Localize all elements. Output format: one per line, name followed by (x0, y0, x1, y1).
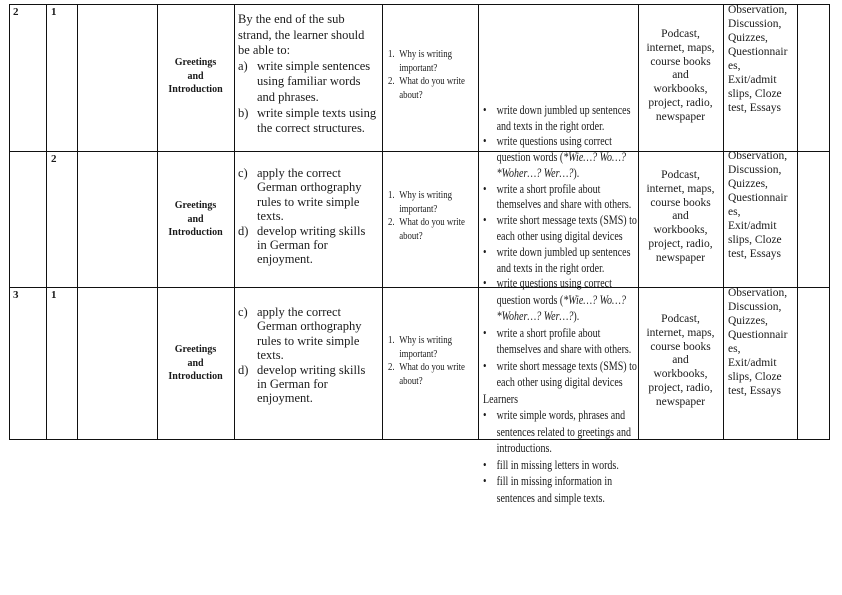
experience-line (497, 245, 637, 261)
assessment-line: Observation, (728, 287, 788, 299)
experience-line (497, 374, 637, 391)
question-item (388, 189, 465, 216)
strand-cell (157, 343, 234, 384)
bullet-icon: • (483, 134, 487, 148)
question-text (399, 48, 452, 75)
resource-line: workbooks, (653, 224, 708, 237)
assessment-line: slips, Cloze (728, 371, 782, 383)
resource-line: internet, maps, (646, 182, 715, 195)
resource-line: newspaper (655, 110, 706, 123)
experience-text: fill in missing letters in words. (496, 457, 619, 472)
question-line: important? (399, 61, 438, 74)
experience-text: and texts in the right order. (496, 260, 605, 275)
experience-item (483, 150, 637, 182)
experience-text: ). (573, 165, 580, 180)
assessment-line: Discussion, (728, 301, 782, 313)
question-number: 1. (388, 48, 395, 60)
question-text (399, 75, 465, 102)
experience-text: Learners (483, 391, 518, 406)
outcome-line: the correct structures. (257, 121, 365, 136)
experience-line (483, 391, 637, 408)
outcome-item (238, 59, 376, 106)
experience-line (497, 424, 637, 441)
experience-line (497, 103, 631, 119)
question-line: about? (399, 374, 423, 387)
outcome-line: in German for (257, 238, 328, 253)
strand-cell (157, 199, 234, 240)
outcome-item (238, 305, 365, 363)
lesson-number: 2 (51, 153, 57, 165)
experience-item (483, 358, 637, 391)
assessment-line: Quizzes, (728, 32, 768, 44)
assessment-line: test, Essays (728, 385, 782, 397)
row-divider (9, 151, 829, 152)
experience-line (497, 134, 631, 150)
bullet-icon: • (483, 181, 487, 196)
resource-line: project, radio, (648, 96, 713, 109)
learning-experiences-segment (483, 150, 637, 276)
outcome-line: develop writing skills (257, 223, 366, 238)
experience-item (483, 275, 637, 292)
italic-question-words: *Woher…? Wer…? (496, 165, 574, 180)
outcome-item (238, 224, 365, 267)
experience-line (497, 150, 637, 166)
experience-text: question words ( (496, 150, 564, 164)
assessment-line: es, (728, 206, 741, 218)
bullet-icon: • (483, 103, 487, 117)
outcome-marker: b) (238, 105, 249, 120)
column-divider (9, 4, 10, 440)
outcome-text (257, 363, 365, 406)
question-line: Why is writing (399, 189, 452, 201)
outcome-marker: a) (238, 58, 248, 73)
strand-text: Introduction (168, 371, 223, 382)
bullet-icon: • (483, 213, 487, 228)
experience-line (497, 182, 637, 198)
experience-text: write down jumbled up sentences (496, 244, 631, 259)
outcome-item (238, 106, 376, 137)
outcome-line: texts. (257, 209, 284, 224)
question-item (388, 334, 465, 361)
learning-outcomes-cell (238, 166, 365, 267)
outcome-line: German orthography (257, 180, 362, 195)
resource-line: workbooks, (653, 83, 708, 96)
outcome-line: strand, the learner should (238, 27, 365, 42)
experience-line (497, 473, 637, 490)
week-number: 3 (13, 289, 19, 301)
outcome-line: apply the correct (257, 305, 341, 319)
outcome-text (257, 106, 376, 137)
strand-text: and (187, 70, 204, 82)
assessment-line: Quizzes, (728, 178, 768, 190)
outcome-line: rules to write simple (257, 194, 360, 209)
experience-item (483, 134, 630, 150)
assessment-cell (728, 3, 787, 115)
assessment-line: Discussion, (728, 164, 782, 176)
resource-line: Podcast, (661, 313, 700, 325)
experience-line (497, 308, 637, 325)
outcome-text (257, 166, 361, 224)
resource-line: and (672, 210, 689, 223)
experience-line (497, 275, 637, 292)
outcome-line: rules to write simple (257, 333, 360, 348)
learning-outcomes-cell (238, 305, 365, 406)
strand-cell (157, 56, 234, 97)
inquiry-questions-cell (388, 48, 465, 102)
experience-item (483, 473, 637, 506)
outcome-item (238, 166, 365, 224)
experience-text: write simple words, phrases and (496, 408, 626, 422)
question-number: 2. (388, 75, 395, 87)
question-line: Why is writing (399, 48, 452, 60)
strand-text: Introduction (168, 227, 223, 238)
experience-line (497, 325, 637, 342)
assessment-line: Exit/admit (728, 357, 777, 369)
experience-line (497, 341, 637, 358)
column-divider (234, 4, 235, 440)
resources-cell (638, 169, 723, 266)
experience-line (497, 261, 637, 277)
question-number: 2. (388, 361, 395, 373)
assessment-line: Observation, (728, 4, 788, 16)
outcome-line: texts. (257, 348, 284, 363)
assessment-line: test, Essays (728, 248, 782, 260)
resource-line: Podcast, (661, 28, 700, 40)
strand-text: Greetings (174, 200, 217, 211)
experience-text: each other using digital devices (496, 228, 623, 243)
row-divider (9, 439, 829, 440)
column-divider (797, 4, 798, 440)
question-text (399, 216, 465, 243)
resource-line: project, radio, (648, 381, 713, 394)
column-divider (723, 4, 724, 440)
outcome-item (238, 363, 365, 406)
experience-line (497, 457, 637, 474)
experience-item (483, 325, 637, 358)
experience-item (483, 182, 637, 214)
question-line: important? (399, 202, 438, 215)
assessment-line: es, (728, 343, 741, 355)
experience-line (497, 358, 637, 375)
resource-line: Podcast, (661, 169, 700, 181)
assessment-line: Questionnair (728, 46, 788, 58)
experience-item (483, 103, 630, 134)
italic-question-words: *Woher…? Wer…? (496, 309, 574, 323)
bullet-icon: • (483, 244, 487, 259)
assessment-line: Exit/admit (728, 220, 777, 232)
question-line: What do you write (399, 216, 465, 228)
inquiry-questions-cell (388, 189, 465, 243)
assessment-line: Observation, (728, 150, 788, 162)
experience-line (497, 440, 637, 457)
bullet-icon: • (483, 457, 487, 472)
experience-item (483, 407, 637, 457)
outcome-line: develop writing skills (257, 362, 366, 377)
assessment-line: Exit/admit (728, 74, 777, 86)
lesson-number: 1 (51, 6, 57, 18)
column-divider (77, 4, 78, 440)
italic-question-words: *Wie…? Wo…? (563, 292, 626, 307)
experience-line (497, 229, 637, 245)
week-number: 2 (13, 6, 19, 18)
resource-line: course books (650, 55, 711, 68)
outcome-item (238, 12, 376, 59)
strand-text: and (187, 213, 204, 225)
question-number: 1. (388, 334, 395, 346)
experience-item (483, 213, 637, 245)
experience-item (483, 457, 637, 474)
question-number: 1. (388, 189, 395, 201)
question-line: What do you write (399, 75, 465, 87)
assessment-line: slips, Cloze (728, 88, 782, 100)
resource-line: course books (650, 196, 711, 209)
resource-line: internet, maps, (646, 326, 715, 339)
outcome-line: enjoyment. (257, 391, 313, 406)
learning-experiences-segment (483, 103, 630, 150)
resource-line: newspaper (655, 395, 706, 408)
bullet-icon: • (483, 358, 487, 373)
learning-outcomes-cell (238, 12, 376, 137)
question-text (399, 361, 465, 388)
experience-line (497, 119, 631, 135)
experience-text: themselves and share with others. (496, 342, 632, 356)
resource-line: newspaper (655, 251, 706, 264)
strand-text: Greetings (174, 344, 217, 355)
experience-text: fill in missing information in (496, 474, 613, 488)
outcome-marker: d) (238, 362, 249, 377)
assessment-line: Quizzes, (728, 315, 768, 327)
experience-text: introductions. (496, 441, 552, 455)
italic-question-words: *Wie…? Wo…? (563, 150, 626, 164)
bullet-icon: • (483, 276, 487, 290)
experience-text: themselves and share with others. (496, 197, 632, 212)
strand-text: Greetings (174, 57, 217, 68)
experience-item (483, 245, 637, 277)
experience-item (483, 292, 637, 325)
experience-text: ). (573, 309, 580, 323)
experience-line (497, 490, 637, 507)
resource-line: and (672, 354, 689, 367)
assessment-line: Discussion, (728, 18, 782, 30)
experience-text: write short message texts (SMS) to (496, 213, 637, 228)
experience-text: each other using digital devices (496, 375, 623, 389)
assessment-line: slips, Cloze (728, 234, 782, 246)
resource-line: project, radio, (648, 237, 713, 250)
outcome-line: be able to: (238, 43, 291, 58)
outcome-line: using familiar words (257, 74, 361, 89)
assessment-cell (728, 149, 787, 261)
experience-text: write down jumbled up sentences (496, 103, 631, 117)
assessment-cell (728, 286, 787, 398)
resource-line: internet, maps, (646, 41, 715, 54)
question-line: What do you write (399, 361, 465, 373)
strand-text: and (187, 357, 204, 369)
learning-experiences-segment (483, 275, 637, 506)
experience-text: and texts in the right order. (496, 118, 605, 133)
question-line: about? (399, 88, 423, 101)
experience-line (497, 292, 637, 309)
resource-line: workbooks, (653, 368, 708, 381)
row-divider (9, 4, 829, 5)
question-item (388, 216, 465, 243)
experience-line (497, 213, 637, 229)
experience-text: write short message texts (SMS) to (496, 358, 637, 373)
experience-text: question words ( (496, 292, 564, 307)
outcome-line: write simple sentences (257, 58, 371, 73)
assessment-line: es, (728, 60, 741, 72)
experience-text: sentences and simple texts. (496, 490, 605, 505)
bullet-icon: • (483, 474, 487, 488)
inquiry-questions-cell (388, 334, 465, 388)
question-line: important? (399, 347, 438, 360)
outcome-marker: c) (238, 166, 248, 180)
lesson-number: 1 (51, 289, 57, 301)
experience-text: write a short profile about (496, 181, 601, 196)
experience-text: sentences related to greetings and (496, 424, 631, 439)
outcome-text (257, 305, 361, 363)
resources-cell (638, 313, 723, 410)
outcome-text (238, 12, 364, 59)
bullet-icon: • (483, 325, 487, 340)
outcome-line: and phrases. (257, 89, 319, 104)
outcome-line: enjoyment. (257, 252, 313, 267)
resource-line: and (672, 69, 689, 82)
resources-cell (638, 28, 723, 125)
question-item (388, 75, 465, 102)
assessment-line: Questionnair (728, 329, 788, 341)
question-text (399, 334, 452, 361)
experience-item (483, 391, 637, 408)
outcome-line: By the end of the sub (238, 12, 345, 26)
experience-text: write questions using correct (496, 134, 612, 148)
outcome-marker: d) (238, 223, 249, 238)
outcome-marker: c) (238, 305, 248, 319)
assessment-line: Questionnair (728, 192, 788, 204)
outcome-line: apply the correct (257, 166, 341, 180)
outcome-line: write simple texts using (257, 105, 377, 120)
row-divider (9, 287, 829, 288)
column-divider (478, 4, 479, 440)
question-line: Why is writing (399, 334, 452, 346)
question-item (388, 48, 465, 75)
outcome-line: German orthography (257, 319, 362, 334)
outcome-line: in German for (257, 377, 328, 392)
question-item (388, 361, 465, 388)
strand-text: Introduction (168, 84, 223, 95)
column-divider (829, 4, 830, 440)
experience-text: write a short profile about (496, 325, 601, 340)
outcome-text (257, 59, 370, 106)
question-line: about? (399, 229, 423, 242)
experience-line (497, 407, 637, 424)
experience-line (497, 166, 637, 182)
experience-text: write questions using correct (496, 276, 612, 290)
outcome-text (257, 224, 365, 267)
assessment-line: test, Essays (728, 102, 782, 114)
question-number: 2. (388, 216, 395, 228)
question-text (399, 189, 452, 216)
column-divider (382, 4, 383, 440)
bullet-icon: • (483, 408, 487, 422)
column-divider (46, 4, 47, 440)
resource-line: course books (650, 340, 711, 353)
experience-line (497, 197, 637, 213)
